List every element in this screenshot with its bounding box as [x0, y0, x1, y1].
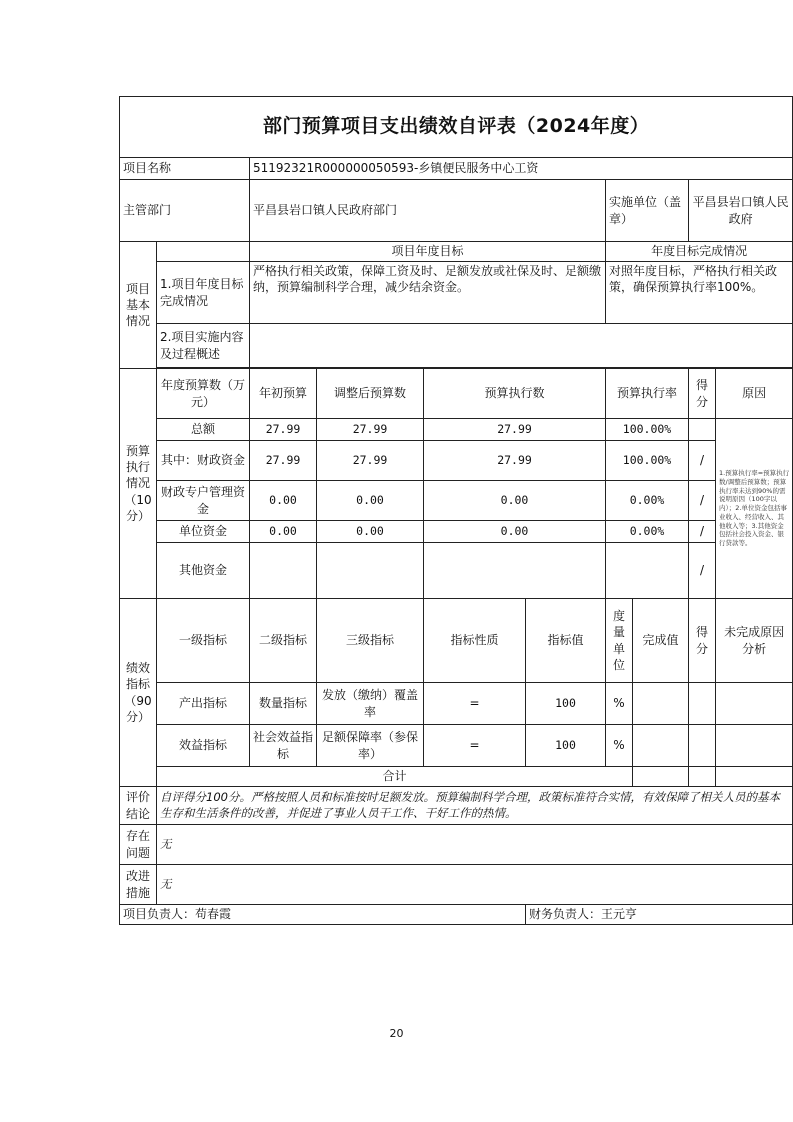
index-value-header: 指标值 — [526, 599, 606, 683]
budget-row-label: 财政专户管理资金 — [157, 481, 250, 521]
improvement-label: 改进措施 — [120, 865, 157, 905]
adjusted-value: 0.00 — [317, 481, 424, 521]
level2-cell: 社会效益指标 — [250, 725, 317, 767]
budget-row-label: 其他资金 — [157, 543, 250, 599]
initial-budget-header: 年初预算 — [250, 369, 317, 419]
executed-value: 27.99 — [424, 441, 606, 481]
rate-value — [606, 543, 689, 599]
budget-reason-note: 1.预算执行率=预算执行数/调整后预算数；预算执行率未达到90%的需说明原因（100字以内）；2.单位资金包括事业收入、经营收入、其他收入等；3.其他资金包括社会投入资金、银行贷款等。 — [716, 419, 793, 599]
initial-value: 27.99 — [250, 441, 317, 481]
level1-header: 一级指标 — [157, 599, 250, 683]
table-title: 部门预算项目支出绩效自评表（2024年度） — [120, 97, 793, 158]
executed-value: 0.00 — [424, 521, 606, 543]
dept-value: 平昌县岩口镇人民政府部门 — [250, 180, 606, 242]
page-number: 20 — [389, 1027, 404, 1040]
done-header: 年度目标完成情况 — [606, 242, 793, 262]
perf-score-cell — [689, 683, 716, 725]
level1-cell: 效益指标 — [157, 725, 250, 767]
performance-section-label: 绩效指标（90分） — [120, 599, 157, 787]
total-score — [689, 767, 716, 787]
goal-text: 严格执行相关政策，保障工资及时、足额发放或社保及时、足额缴纳，预算编制科学合理，减少结余资金。 — [250, 262, 606, 324]
improvement-text: 无 — [157, 865, 793, 905]
rate-value: 100.00% — [606, 441, 689, 481]
executed-budget-header: 预算执行数 — [424, 369, 606, 419]
unit-cell: % — [606, 683, 633, 725]
finance-lead: 财务负责人：王元亨 — [526, 905, 793, 925]
executed-value — [424, 543, 606, 599]
rate-value: 100.00% — [606, 419, 689, 441]
unit-cell: % — [606, 725, 633, 767]
completed-cell — [633, 683, 689, 725]
initial-value: 0.00 — [250, 481, 317, 521]
index-value-cell: 100 — [526, 683, 606, 725]
nature-header: 指标性质 — [424, 599, 526, 683]
nature-cell: = — [424, 725, 526, 767]
score-value: / — [689, 481, 716, 521]
executed-value: 27.99 — [424, 419, 606, 441]
adjusted-value: 0.00 — [317, 521, 424, 543]
score-value: / — [689, 521, 716, 543]
budget-score-header: 得分 — [689, 369, 716, 419]
adjusted-value — [317, 543, 424, 599]
completed-cell — [633, 725, 689, 767]
initial-value — [250, 543, 317, 599]
adjusted-value: 27.99 — [317, 419, 424, 441]
performance-self-evaluation-table — [119, 96, 793, 925]
goal-header: 项目年度目标 — [250, 242, 606, 262]
adjusted-value: 27.99 — [317, 441, 424, 481]
annual-budget-header: 年度预算数（万元） — [157, 369, 250, 419]
level3-cell: 发放（缴纳）覆盖率 — [317, 683, 424, 725]
budget-row-label: 单位资金 — [157, 521, 250, 543]
goal-done-text: 对照年度目标，严格执行相关政策，确保预算执行率100%。 — [606, 262, 793, 324]
adjusted-budget-header: 调整后预算数 — [317, 369, 424, 419]
index-value-cell: 100 — [526, 725, 606, 767]
basic-info-label: 项目基本情况 — [120, 242, 157, 369]
conclusion-label: 评价结论 — [120, 787, 157, 825]
total-completed — [633, 767, 689, 787]
unfinished-reason-cell — [716, 683, 793, 725]
implementation-value — [250, 324, 793, 368]
project-name-label: 项目名称 — [120, 158, 250, 180]
perf-score-cell — [689, 725, 716, 767]
total-reason — [716, 767, 793, 787]
score-value — [689, 419, 716, 441]
budget-reason-header: 原因 — [716, 369, 793, 419]
dept-label: 主管部门 — [120, 180, 250, 242]
project-name-value: 51192321R000000050593-乡镇便民服务中心工资 — [250, 158, 793, 180]
initial-value: 27.99 — [250, 419, 317, 441]
unit-header: 度量单位 — [606, 599, 633, 683]
level2-cell: 数量指标 — [250, 683, 317, 725]
budget-row-label: 总额 — [157, 419, 250, 441]
budget-row-label: 其中：财政资金 — [157, 441, 250, 481]
conclusion-text: 自评得分100分。严格按照人员和标准按时足额发放。预算编制科学合理，政策标准符合实情，有效保障了相关人员的基本生存和生活条件的改善，并促进了事业人员干工作、干好工作的热情。 — [157, 787, 793, 825]
perf-score-header: 得分 — [689, 599, 716, 683]
nature-cell: = — [424, 683, 526, 725]
project-lead: 项目负责人：苟春霞 — [120, 905, 526, 925]
impl-unit-value: 平昌县岩口镇人民政府 — [689, 180, 793, 242]
level3-cell: 足额保障率（参保率） — [317, 725, 424, 767]
total-label: 合计 — [157, 767, 633, 787]
budget-section-label: 预算执行情况（10分） — [120, 369, 157, 599]
score-value: / — [689, 543, 716, 599]
unfinished-reason-header: 未完成原因分析 — [716, 599, 793, 683]
goal-completion-label: 1.项目年度目标完成情况 — [157, 262, 250, 324]
initial-value: 0.00 — [250, 521, 317, 543]
completed-header: 完成值 — [633, 599, 689, 683]
rate-value: 0.00% — [606, 521, 689, 543]
issues-label: 存在问题 — [120, 825, 157, 865]
unfinished-reason-cell — [716, 725, 793, 767]
level3-header: 三级指标 — [317, 599, 424, 683]
executed-value: 0.00 — [424, 481, 606, 521]
score-value: / — [689, 441, 716, 481]
level2-header: 二级指标 — [250, 599, 317, 683]
impl-unit-label: 实施单位（盖章） — [606, 180, 689, 242]
implementation-label: 2.项目实施内容及过程概述 — [157, 324, 250, 368]
level1-cell: 产出指标 — [157, 683, 250, 725]
execution-rate-header: 预算执行率 — [606, 369, 689, 419]
rate-value: 0.00% — [606, 481, 689, 521]
issues-text: 无 — [157, 825, 793, 865]
